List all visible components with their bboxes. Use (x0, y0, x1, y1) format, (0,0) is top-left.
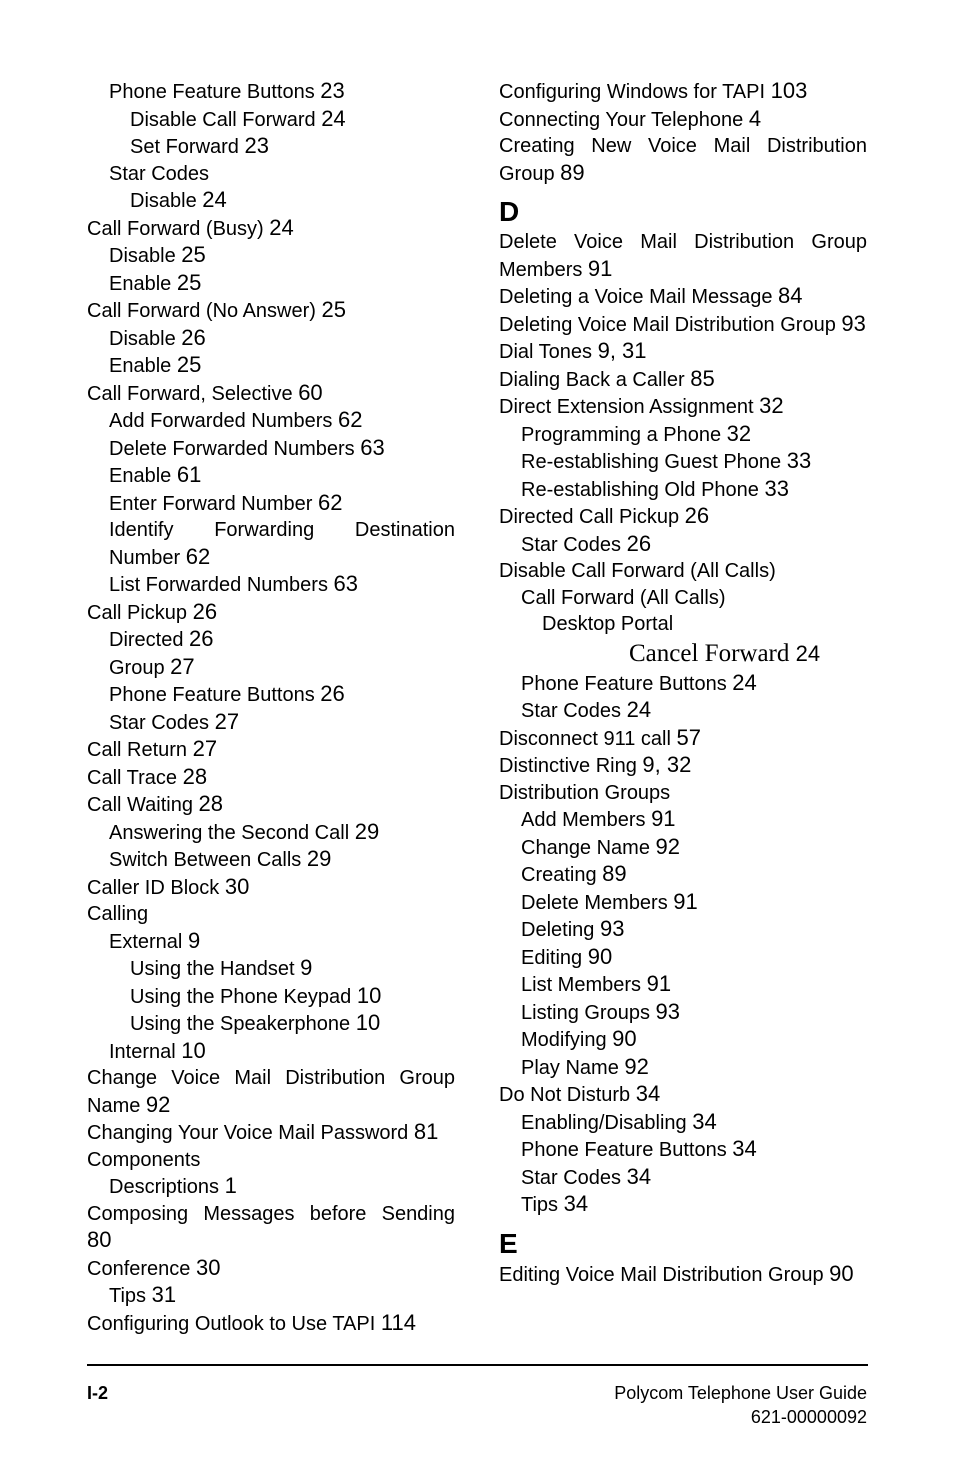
footer-guide-info (614, 1381, 867, 1429)
index-page-ref: 93 (841, 310, 866, 336)
index-entry-text: Conference (87, 1257, 191, 1280)
index-entry (87, 106, 455, 134)
index-entry-text: Connecting Your Telephone (499, 108, 744, 131)
index-entry-text: Changing Your Voice Mail Password (87, 1122, 409, 1144)
index-entry (87, 1147, 455, 1174)
index-page-ref: 4 (748, 105, 762, 131)
index-entry (499, 834, 867, 862)
index-entry (499, 1261, 867, 1289)
index-page-ref: 26 (189, 626, 214, 651)
index-entry-text: Star Codes (521, 533, 622, 556)
index-entry-text: Enter Forward Number (109, 492, 313, 515)
index-entry (499, 393, 867, 421)
index-page-ref: 60 (298, 379, 323, 405)
index-entry (87, 215, 455, 243)
index-entry (499, 971, 867, 999)
index-letter-heading: E (499, 1227, 518, 1259)
index-entry-text: Tips (521, 1194, 559, 1216)
index-entry (499, 697, 867, 725)
index-entry-text: Caller ID Block (87, 876, 220, 899)
index-page-ref: 57 (676, 724, 701, 750)
index-page-ref: 63 (333, 571, 359, 596)
index-page-ref: 80 (87, 1227, 112, 1252)
index-entry-text: Do Not Disturb (499, 1084, 631, 1106)
index-entry (87, 517, 455, 571)
index-entry-text: Direct Extension Assignment (499, 396, 754, 418)
index-entry-text: Enable (109, 272, 172, 295)
index-entry (499, 503, 867, 531)
index-entry-text: Phone Feature Buttons (521, 1139, 727, 1161)
index-page-ref: 103 (770, 78, 808, 103)
index-entry-text: Add Forwarded Numbers (109, 410, 333, 432)
index-entry-text: Enable (109, 465, 172, 487)
index-page-ref: 28 (182, 763, 208, 789)
index-entry (87, 819, 455, 847)
index-page-ref: 34 (692, 1108, 717, 1134)
index-entry (87, 352, 455, 380)
index-page-ref: 26 (626, 530, 652, 556)
index-entry (87, 1282, 455, 1310)
index-page-ref: 25 (181, 242, 206, 267)
index-page-ref: 93 (655, 998, 681, 1024)
index-entry-text: Configuring Outlook to Use TAPI (87, 1312, 376, 1335)
index-column-right (499, 78, 867, 1288)
index-page-ref: 61 (176, 462, 202, 487)
index-entry-text: Enabling/Disabling (521, 1111, 687, 1134)
index-entry (87, 791, 455, 819)
index-entry (499, 670, 867, 698)
index-entry-text: Using the Speakerphone (130, 1013, 351, 1035)
index-entry-text: List Forwarded Numbers (109, 574, 328, 596)
index-entry (499, 1054, 867, 1082)
index-entry (87, 78, 455, 106)
index-entry-text: Phone Feature Buttons (109, 684, 315, 706)
index-page-ref: 24 (732, 669, 757, 695)
index-entry-text: Change Name (521, 836, 650, 859)
index-page-ref: 23 (244, 133, 269, 158)
index-page-ref: 84 (778, 283, 803, 308)
index-entry-text: Disable (109, 245, 176, 267)
index-page-ref: 24 (795, 640, 821, 666)
index-page-ref: 24 (269, 214, 294, 240)
index-entry (87, 983, 455, 1011)
index-entry-text: Tips (109, 1285, 147, 1307)
index-page-ref: 34 (635, 1081, 661, 1106)
index-entry-text: Modifying (521, 1029, 607, 1051)
index-entry-text: Dialing Back a Caller (499, 368, 685, 391)
index-entry-text: Call Trace (87, 766, 178, 789)
index-entry (87, 462, 455, 490)
index-entry (499, 638, 867, 670)
index-page-ref: 9, 31 (597, 338, 647, 363)
index-page-ref: 93 (599, 916, 625, 941)
index-entry (499, 283, 867, 311)
index-entry (499, 1136, 867, 1164)
index-entry-text: Components (87, 1148, 201, 1171)
index-entry (87, 1255, 455, 1283)
index-entry-text: External (109, 930, 183, 953)
index-page-ref: 10 (355, 1010, 381, 1035)
index-page-ref: 29 (354, 818, 380, 844)
index-page-ref: 25 (176, 269, 202, 295)
index-page-ref: 31 (151, 1282, 177, 1307)
index-page-ref: 90 (587, 943, 613, 969)
index-page-ref: 92 (655, 833, 681, 859)
index-entry (499, 476, 867, 504)
index-page-ref: 90 (829, 1260, 854, 1286)
index-page-ref: 26 (181, 324, 206, 350)
index-entry-text: Re-establishing Guest Phone (521, 451, 782, 473)
index-entry-text: Delete Members (521, 891, 668, 914)
index-entry-text: Editing Voice Mail Distribution Group (499, 1263, 824, 1286)
index-entry (87, 270, 455, 298)
index-entry (87, 681, 455, 709)
footer-page-number: I-2 (87, 1383, 109, 1403)
index-page-ref: 92 (624, 1053, 649, 1079)
index-entry-text: Deleting a Voice Mail Message (499, 286, 773, 308)
index-page-ref: 24 (626, 697, 652, 722)
index-entry-text: Call Return (87, 739, 188, 761)
index-entry (499, 889, 867, 917)
index-page-ref: 91 (646, 971, 672, 996)
index-entry-text: Call Forward (Busy) (87, 217, 264, 240)
index-entry (87, 955, 455, 983)
index-page-ref: 33 (764, 475, 789, 501)
index-entry (499, 1191, 867, 1219)
index-entry (499, 1026, 867, 1054)
index-entry (87, 1310, 455, 1338)
index-entry-text: Star Codes (109, 162, 210, 185)
index-entry (87, 407, 455, 435)
index-entry-text: Directed (109, 629, 184, 651)
index-entry-text: Call Forward (All Calls) (521, 586, 726, 609)
index-entry (499, 531, 867, 559)
index-page-ref: 9 (187, 927, 201, 953)
index-entry-text: Call Pickup (87, 601, 188, 624)
index-entry (499, 1164, 867, 1192)
index-page-ref: 81 (413, 1119, 439, 1144)
index-entry-text: Distribution Groups (499, 781, 671, 804)
index-entry-text: Call Forward (No Answer) (87, 300, 316, 322)
index-entry (87, 874, 455, 902)
index-entry-text: Listing Groups (521, 1001, 650, 1024)
index-page-ref: 32 (726, 420, 752, 446)
index-entry (499, 585, 867, 612)
index-entry (87, 736, 455, 764)
index-page-ref: 34 (563, 1191, 589, 1216)
index-entry (499, 752, 867, 780)
index-entry (87, 764, 455, 792)
index-page-ref: 32 (759, 393, 784, 418)
index-entry-text: Switch Between Calls (109, 849, 302, 871)
index-page-ref: 10 (356, 982, 382, 1008)
index-entry-text: Descriptions (109, 1176, 220, 1198)
index-entry (87, 928, 455, 956)
index-entry-text: Directed Call Pickup (499, 506, 680, 528)
index-entry (499, 133, 867, 187)
index-page-ref: 30 (224, 873, 250, 899)
index-entry-text: Star Codes (521, 700, 622, 722)
index-page-ref: 90 (612, 1026, 637, 1051)
index-entry-text: Identify Forwarding Destination Number (109, 519, 455, 569)
index-page-ref: 114 (380, 1309, 416, 1335)
index-page-ref: 34 (626, 1163, 652, 1189)
index-page-ref: 30 (195, 1254, 221, 1280)
index-entry (499, 725, 867, 753)
index-entry-text: Deleting Voice Mail Distribution Group (499, 313, 836, 336)
index-entry-text: Distinctive Ring (499, 755, 637, 777)
index-page-ref: 9 (300, 955, 313, 980)
index-entry (87, 846, 455, 874)
index-page-ref: 92 (145, 1091, 171, 1117)
index-page-ref: 26 (320, 681, 345, 706)
index-entry-text: Call Forward, Selective (87, 382, 293, 405)
index-entry-text: Programming a Phone (521, 423, 722, 446)
index-entry-text: Disable Call Forward (All Calls) (499, 560, 776, 582)
index-entry (499, 861, 867, 889)
index-entry-text: Disable Call Forward (130, 108, 316, 131)
index-entry-text: Set Forward (130, 136, 239, 158)
index-entry-text: Using the Phone Keypad (130, 985, 352, 1008)
index-page-ref: 85 (690, 365, 715, 391)
index-entry (499, 78, 867, 106)
index-entry-text: Creating New Voice Mail Distribution Group (499, 135, 867, 185)
index-page-ref: 89 (602, 861, 627, 886)
index-entry (87, 380, 455, 408)
index-entry (87, 435, 455, 463)
index-entry (87, 709, 455, 737)
index-entry (499, 944, 867, 972)
index-entry-text: Internal (109, 1040, 176, 1063)
index-entry (499, 106, 867, 134)
index-page-ref: 10 (181, 1037, 206, 1063)
index-entry-text: Configuring Windows for TAPI (499, 81, 766, 103)
index-page-ref: 24 (202, 187, 227, 212)
index-entry (87, 242, 455, 270)
index-page-ref: 25 (321, 297, 346, 322)
index-entry-text: Calling (87, 903, 149, 925)
index-entry (87, 1173, 455, 1201)
index-entry (499, 999, 867, 1027)
index-page-ref: 89 (560, 159, 585, 185)
index-entry (499, 311, 867, 339)
index-page-ref: 62 (317, 489, 343, 515)
index-entry-text: Play Name (521, 1056, 619, 1079)
index-page-ref: 62 (338, 407, 363, 432)
index-entry (499, 916, 867, 944)
index-entry (87, 490, 455, 518)
index-page-ref: 23 (320, 78, 345, 103)
index-entry (87, 133, 455, 161)
index-entry-text: List Members (521, 974, 642, 996)
index-entry-text: Desktop Portal (542, 613, 674, 635)
index-entry (499, 1081, 867, 1109)
index-entry-text: Dial Tones (499, 341, 593, 363)
index-entry-text: Enable (109, 355, 172, 377)
index-entry (87, 1010, 455, 1038)
index-page-ref: 27 (192, 736, 218, 761)
index-page-ref: 28 (198, 791, 224, 816)
footer-divider (87, 1364, 868, 1366)
index-entry-text: Phone Feature Buttons (109, 81, 315, 103)
index-entry-text: Phone Feature Buttons (521, 672, 727, 695)
index-entry (87, 187, 455, 215)
index-entry (87, 571, 455, 599)
index-page-ref: 63 (360, 434, 385, 460)
index-entry-text: Cancel Forward (629, 639, 790, 667)
index-entry-text: Answering the Second Call (109, 821, 350, 844)
index-page-ref: 62 (185, 543, 211, 569)
index-entry-text: Using the Handset (130, 958, 295, 980)
index-entry (87, 626, 455, 654)
index-entry (87, 297, 455, 325)
index-page-ref: 1 (224, 1173, 237, 1198)
index-page-ref: 29 (306, 846, 332, 871)
index-letter-heading: D (499, 196, 520, 227)
footer-doc-number: 621-00000092 (750, 1407, 867, 1427)
index-entry (87, 161, 455, 188)
index-entry-text: Star Codes (109, 711, 210, 734)
index-entry (499, 366, 867, 394)
index-entry (87, 1038, 455, 1066)
index-entry (87, 1065, 455, 1119)
index-entry (499, 229, 867, 283)
index-entry (499, 806, 867, 834)
index-entry-text: Disconnect 911 call (499, 727, 671, 750)
index-entry-text: Deleting (521, 919, 595, 941)
index-entry-text: Change Voice Mail Distribution Group Name (87, 1067, 455, 1117)
index-entry-text: Re-establishing Old Phone (521, 478, 759, 501)
index-entry (499, 1109, 867, 1137)
index-page-ref: 91 (673, 888, 698, 914)
index-page-ref: 24 (321, 105, 346, 131)
index-page-ref: 27 (170, 653, 195, 679)
index-entry (499, 611, 867, 638)
index-entry-text: Disable (130, 190, 197, 212)
index-entry (87, 599, 455, 627)
index-entry (87, 1201, 455, 1255)
index-page-ref: 26 (192, 598, 218, 624)
index-page-ref: 26 (684, 503, 710, 528)
index-entry (499, 338, 867, 366)
footer-guide-title: Polycom Telephone User Guide (614, 1383, 867, 1403)
index-entry-text: Add Members (521, 809, 646, 831)
index-entry-text: Group (109, 656, 165, 679)
index-page-ref: 91 (587, 255, 613, 281)
index-entry (499, 421, 867, 449)
index-entry-text: Delete Forwarded Numbers (109, 437, 355, 460)
index-entry (87, 901, 455, 928)
index-entry (87, 1119, 455, 1147)
index-entry (499, 558, 867, 585)
index-entry-text: Disable (109, 327, 176, 350)
index-entry-text: Delete Voice Mail Distribution Group Members (499, 231, 867, 281)
index-page-ref: 33 (786, 448, 812, 473)
index-page-ref: 34 (732, 1136, 757, 1161)
index-entry (87, 654, 455, 682)
index-entry (87, 325, 455, 353)
index-entry-text: Call Waiting (87, 794, 193, 816)
index-entry-text: Creating (521, 864, 597, 886)
index-page-ref: 27 (214, 708, 240, 734)
index-page-ref: 25 (176, 352, 202, 377)
index-entry-text: Star Codes (521, 1166, 622, 1189)
index-page-ref: 9, 32 (642, 752, 692, 777)
index-entry-text: Composing Messages before Sending (87, 1202, 455, 1225)
index-page-ref: 91 (651, 806, 676, 831)
index-entry (499, 780, 867, 807)
index-entry (499, 448, 867, 476)
index-column-left (87, 78, 455, 1337)
index-entry-text: Editing (521, 946, 583, 969)
